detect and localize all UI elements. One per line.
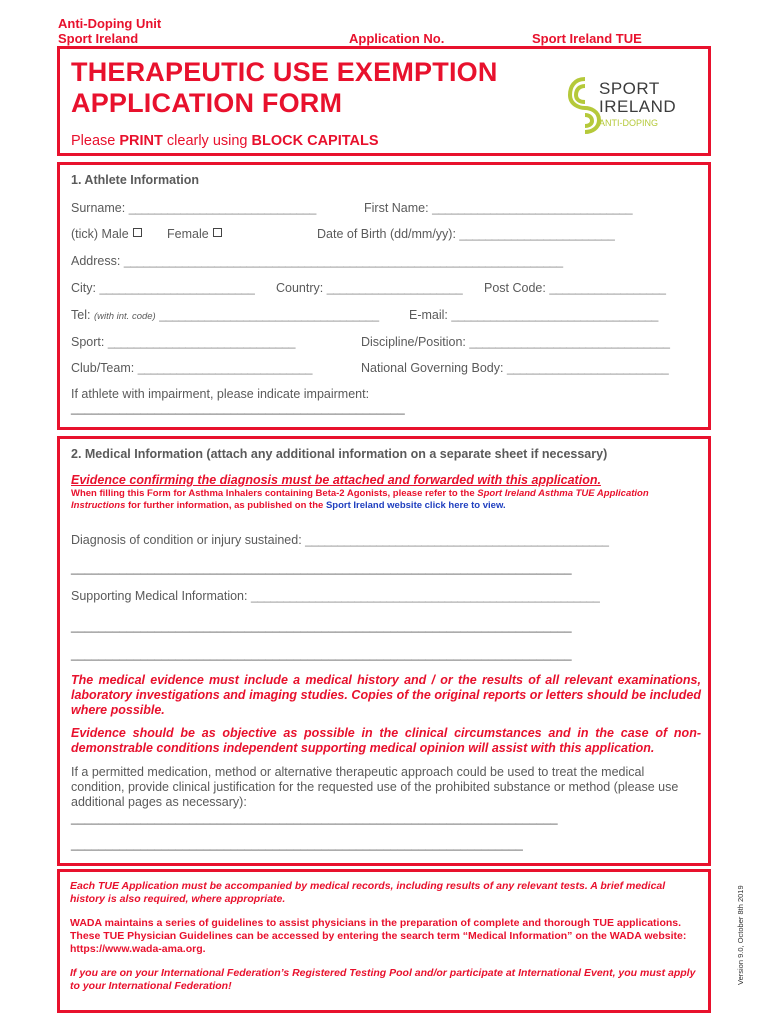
supporting-info-line-3[interactable]: ________________________________________________________________________ (71, 647, 572, 661)
club-label: Club/Team: (71, 361, 135, 375)
address-field[interactable] (71, 254, 563, 268)
city-field[interactable] (71, 281, 254, 295)
form-title-line2: APPLICATION FORM (71, 88, 343, 118)
logo-text-antidoping: ANTI-DOPING (599, 118, 659, 128)
justification-line-1[interactable]: ______________________________________________________________________ (71, 811, 558, 825)
medical-info-section (57, 436, 711, 866)
medical-records-note: Each TUE Application must be accompanied by medical records, including results of any relevant tests. A brief medical history is also required, where appropriate. (70, 880, 666, 905)
supporting-info-field[interactable] (71, 589, 599, 603)
supporting-info-line-2[interactable]: ________________________________________________________________________ (71, 619, 572, 633)
country-line[interactable]: _____________________ (326, 281, 463, 295)
country-field[interactable] (276, 281, 462, 295)
print-instruction: Please PRINT clearly using BLOCK CAPITALS (71, 133, 379, 149)
diagnosis-line[interactable]: _______________________________________________ (305, 533, 609, 547)
title-box (57, 46, 711, 156)
male-option[interactable] (71, 227, 142, 241)
objective-evidence-note: Evidence should be as objective as possible in the clinical circumstances and in the case of non-demonstrable conditions independent supporting medical opinion will assist with this application. (71, 726, 701, 755)
discipline-line[interactable]: _______________________________ (469, 335, 670, 349)
country-label: Country: (276, 281, 324, 295)
header-unit: Anti-Doping Unit (58, 16, 162, 31)
logo-text-ireland: IRELAND (599, 97, 677, 116)
surname-field[interactable] (71, 201, 316, 215)
diagnosis-field[interactable] (71, 533, 608, 547)
male-checkbox[interactable] (133, 228, 142, 237)
footer-box (57, 869, 711, 1013)
tue-label: Sport Ireland TUE (532, 31, 642, 46)
email-label: E-mail: (409, 308, 448, 322)
international-federation-note: If you are on your International Federation’s Registered Testing Pool and/or participate at International Event, you must apply to your International Federation! (70, 967, 696, 992)
sport-label: Sport: (71, 335, 105, 349)
discipline-label: Discipline/Position: (361, 335, 466, 349)
first-name-label: First Name: (364, 201, 429, 215)
surname-label: Surname: (71, 201, 126, 215)
email-field[interactable] (409, 308, 658, 322)
section1-title: 1. Athlete Information (71, 173, 200, 187)
evidence-required-note: Evidence confirming the diagnosis must be attached and forwarded with this application. (71, 473, 601, 487)
post-code-label: Post Code: (484, 281, 546, 295)
impairment-label: If athlete with impairment, please indicate impairment: (71, 387, 370, 401)
city-label: City: (71, 281, 96, 295)
discipline-field[interactable] (361, 335, 669, 349)
tel-label: Tel: (71, 308, 91, 322)
impairment-line[interactable]: ________________________________________________ (71, 401, 405, 415)
email-line[interactable]: ________________________________ (451, 308, 658, 322)
asthma-instructions: When filling this Form for Asthma Inhalers containing Beta-2 Agonists, please refer to the Sport Ireland Asthma TUE Application Instructions for further information, as published on the Sport Ireland website click here to view. (71, 488, 649, 511)
club-field[interactable] (71, 361, 312, 375)
ngb-label: National Governing Body: (361, 361, 504, 375)
surname-line[interactable]: _____________________________ (128, 201, 316, 215)
tel-field[interactable] (71, 308, 379, 322)
supporting-info-line[interactable]: ______________________________________________________ (250, 589, 600, 603)
female-label: Female (167, 227, 209, 241)
female-option[interactable] (167, 227, 222, 241)
club-line[interactable]: ___________________________ (137, 361, 312, 375)
tel-note: (with int. code) (93, 311, 156, 322)
sport-ireland-website-link[interactable]: Sport Ireland website click here to view. (325, 500, 506, 511)
first-name-line[interactable]: _______________________________ (432, 201, 633, 215)
logo-text-sport: SPORT (599, 79, 660, 98)
dob-line[interactable]: ________________________ (459, 227, 615, 241)
header-org: Sport Ireland (58, 31, 139, 46)
ngb-field[interactable] (361, 361, 668, 375)
justification-line-2[interactable]: _________________________________________________________________ (71, 837, 523, 851)
version-label: Version 9.0, October 8th 2019 (736, 885, 745, 985)
male-label: (tick) Male (71, 227, 129, 241)
post-code-field[interactable] (484, 281, 665, 295)
diagnosis-line-2[interactable]: ________________________________________________________________________ (71, 561, 572, 575)
athlete-info-section (57, 162, 711, 430)
sport-field[interactable] (71, 335, 295, 349)
ngb-line[interactable]: _________________________ (506, 361, 669, 375)
section2-title: 2. Medical Information (attach any additional information on a separate sheet if necessary) (71, 447, 608, 461)
sport-line[interactable]: _____________________________ (107, 335, 295, 349)
post-code-line[interactable]: __________________ (549, 281, 666, 295)
wada-guidelines-note: WADA maintains a series of guidelines to assist physicians in the preparation of complete and thorough TUE applications. These TUE Physician Guidelines can be accessed by entering the search term “Medical Information” on the WADA website: https://www.wada-ama.org. (70, 917, 687, 955)
supporting-info-label: Supporting Medical Information: (71, 589, 248, 603)
form-title-line1: THERAPEUTIC USE EXEMPTION (71, 57, 498, 87)
dob-label: Date of Birth (dd/mm/yy): (317, 227, 456, 241)
first-name-field[interactable] (364, 201, 632, 215)
address-line[interactable]: ____________________________________________________________________ (123, 254, 563, 268)
permitted-medication-instruction: If a permitted medication, method or alternative therapeutic approach could be used to treat the medical condition, provide clinical justification for the requested use of the prohibited substance or method (please use additional pages as necessary): (71, 765, 679, 809)
spiral-logo-icon (568, 75, 602, 135)
address-label: Address: (71, 254, 121, 268)
medical-evidence-note: The medical evidence must include a medical history and / or the results of all relevant examinations, laboratory investigations and imaging studies. Copies of the original reports or letters should be included where possible. (71, 673, 701, 717)
diagnosis-label: Diagnosis of condition or injury sustained: (71, 533, 302, 547)
female-checkbox[interactable] (213, 228, 222, 237)
application-no-label: Application No. (349, 31, 445, 46)
city-line[interactable]: ________________________ (99, 281, 255, 295)
tel-line[interactable]: __________________________________ (159, 308, 379, 322)
sport-ireland-logo (568, 75, 703, 135)
dob-field[interactable] (317, 227, 614, 241)
